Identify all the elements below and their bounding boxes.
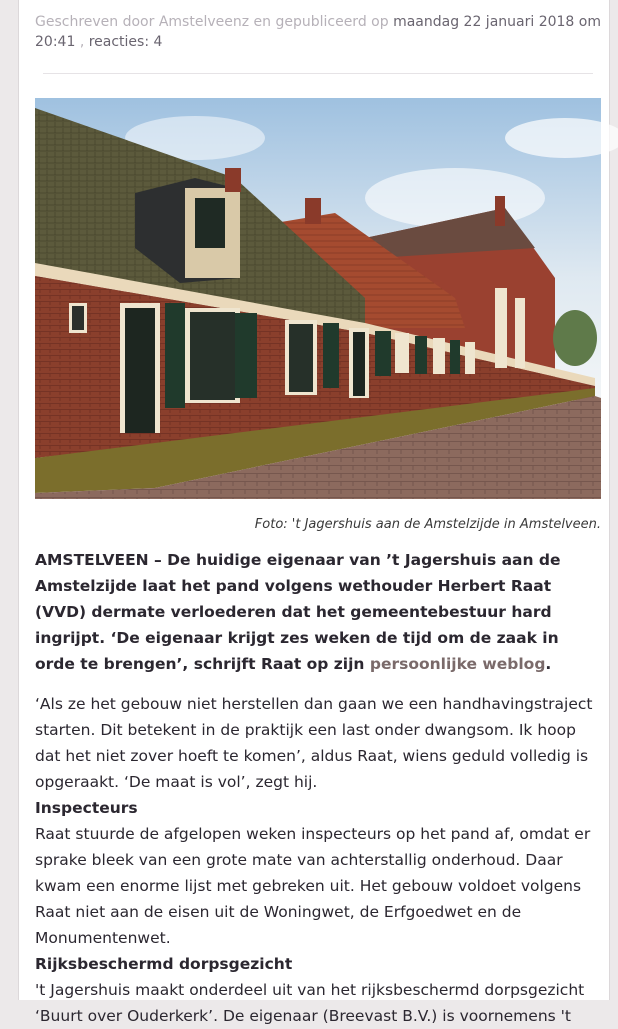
article-page xyxy=(18,0,610,1025)
paragraph-3: 't Jagershuis maakt onderdeel uit van het rijksbeschermd dorpsgezicht ‘Buurt over Ouderkerk’. De eigenaar (Breevast B.V.) is voornemens 't xyxy=(35,981,585,1025)
photo-caption: Foto: 't Jagershuis aan de Amstelzijde in Amstelveen. xyxy=(254,517,601,532)
weblog-link[interactable]: persoonlijke weblog xyxy=(369,655,546,673)
meta-date[interactable]: maandag 22 januari 2018 om 20:41 xyxy=(35,14,601,50)
meta-author-prefix: Geschreven door Amstelveenz en gepubliceerd op xyxy=(35,14,389,30)
article-photo xyxy=(35,98,601,499)
post-meta xyxy=(35,12,603,52)
subheading-inspecteurs: Inspecteurs xyxy=(35,799,138,817)
meta-separator: , xyxy=(79,34,85,50)
paragraph-1: ‘Als ze het gebouw niet herstellen dan gaan we een handhavingstraject starten. Dit betekent in de praktijk een last onder dwangsom. Ik hoop dat het niet zover hoeft te komen’, aldus Raat, wiens geduld volledig is opgeraakt. ‘De maat is vol’, zegt hij. xyxy=(35,695,593,791)
lead-text: AMSTELVEEN – De huidige eigenaar van ’t Jagershuis aan de Amstelzijde laat het pand volgens wethouder Herbert Raat (VVD) dermate verloederen dat het gemeentebestuur hard ingrijpt. ‘De eigenaar krijgt zes weken de tijd om de zaak in orde te brengen’, schrijft Raat op zijn xyxy=(35,551,561,673)
article-lead xyxy=(35,547,595,677)
divider xyxy=(43,73,593,74)
article-body xyxy=(35,547,595,1029)
subheading-dorpsgezicht: Rijksbeschermd dorpsgezicht xyxy=(35,955,293,973)
meta-comments-link[interactable]: reacties: 4 xyxy=(88,34,163,50)
paragraph-2: Raat stuurde de afgelopen weken inspecteurs op het pand af, omdat er sprake bleek van een grote mate van achterstallig onderhoud. Daar kwam een enorme lijst met gebreken uit. Het gebouw voldoet volgens Raat niet aan de eisen uit de Woningwet, de Erfgoedwet en de Monumentenwet. xyxy=(35,825,591,947)
lead-end: . xyxy=(545,655,552,673)
article-title-cropped xyxy=(169,0,339,4)
